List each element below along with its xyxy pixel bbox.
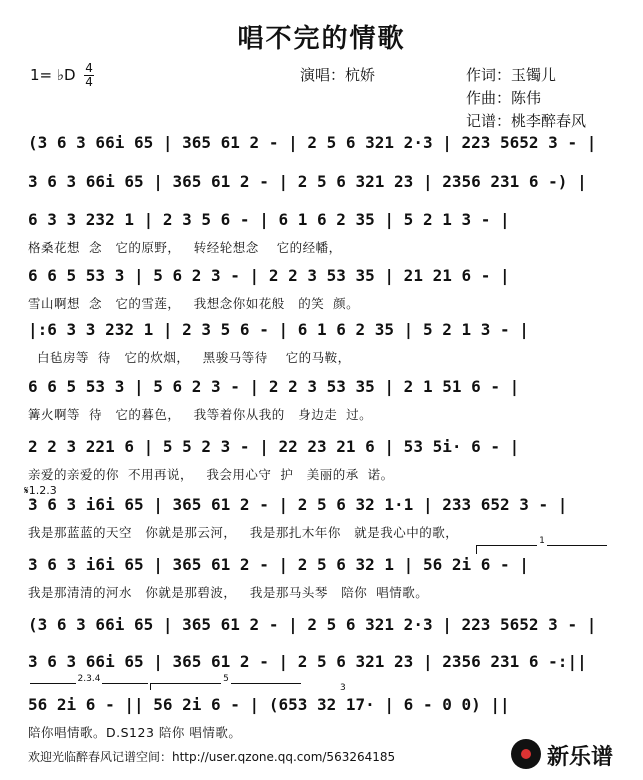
segno-mark: 𝄋1.2.3 <box>24 484 57 497</box>
volta-1-bracket <box>476 536 607 554</box>
time-top: 4 <box>85 61 93 75</box>
lyric-line: 格桑花想 念 它的原野， 转经轮想念 它的经幡， <box>28 240 342 255</box>
lyric-line: 雪山啊想 念 它的雪莲， 我想念你如花般 的笑 颜。 <box>28 296 360 311</box>
volta-234-bracket <box>30 674 148 690</box>
time-bottom: 4 <box>85 75 93 89</box>
transcriber-credit: 记谱：桃李醉春风 <box>466 112 587 130</box>
lyric-line: 我是那蓝蓝的天空 你就是那云河， 我是那扎木年你 就是我心中的歌， <box>28 525 459 540</box>
footer-credit: 欢迎光临醉春风记谱空间：http://user.qzone.qq.com/563264185 <box>28 750 396 764</box>
notation-line: 3 6 3 66i 65 | 365 61 2 - | 2 5 6 321 23 | 2356 231 6 -:|| <box>28 652 587 671</box>
notation-line: |:6 3 3 232 1 | 2 3 5 6 - | 6 1 6 2 35 | 5 2 1 3 - | <box>28 320 529 339</box>
notation-line: 3 6 3 i6i 65 | 365 61 2 - | 2 5 6 32 1·1 | 233 652 3 - | <box>28 495 568 514</box>
song-title: 唱不完的情歌 <box>237 24 406 54</box>
site-logo <box>507 737 635 771</box>
notation-line: 6 3 3 232 1 | 2 3 5 6 - | 6 1 6 2 35 | 5 2 1 3 - | <box>28 210 510 229</box>
key-label: 1= ♭D <box>30 66 76 84</box>
volta-1-label: 1 <box>539 536 545 546</box>
notation-line: (3 6 3 66i 65 | 365 61 2 - | 2 5 6 321 2·3 | 223 5652 3 - | <box>28 133 597 152</box>
volta-5-bracket <box>150 674 301 690</box>
notation-line: 3 6 3 i6i 65 | 365 61 2 - | 2 5 6 32 1 | 56 2i 6 - | <box>28 555 529 574</box>
notation-line: (3 6 3 66i 65 | 365 61 2 - | 2 5 6 321 2·3 | 223 5652 3 - | <box>28 615 597 634</box>
record-disc-icon <box>511 739 541 769</box>
volta-234-label: 2.3.4 <box>77 674 101 684</box>
lyric-line: 篝火啊等 待 它的暮色， 我等着你从我的 身边走 过。 <box>28 407 373 422</box>
composer-credit: 作曲：陈伟 <box>466 89 542 107</box>
lyric-line: 白毡房等 待 它的炊烟， 黑骏马等待 它的马鞍， <box>28 350 351 365</box>
notation-line: 6 6 5 53 3 | 5 6 2 3 - | 2 2 3 53 35 | 21 21 6 - | <box>28 266 510 285</box>
lyric-line: 陪你唱情歌。D.S123 陪你 唱情歌。 <box>28 725 242 740</box>
logo-text: 新乐谱 <box>547 745 614 770</box>
time-signature <box>84 62 94 89</box>
lyricist-credit: 作词：玉镯儿 <box>466 66 557 84</box>
notation-line: 3 6 3 66i 65 | 365 61 2 - | 2 5 6 321 23 | 2356 231 6 -) | <box>28 172 587 191</box>
notation-line: 56 2i 6 - || 56 2i 6 - | (653 32 17· | 6 - 0 0) || <box>28 695 510 714</box>
lyric-line: 我是那清清的河水 你就是那碧波， 我是那马头琴 陪你 唱情歌。 <box>28 585 429 600</box>
triplet-mark: 3 <box>340 683 346 693</box>
lyric-line: 亲爱的亲爱的你 不用再说， 我会用心守 护 美丽的承 诺。 <box>28 467 394 482</box>
key-signature <box>30 62 94 89</box>
volta-5-label: 5 <box>223 674 229 684</box>
notation-line: 2 2 3 221 6 | 5 5 2 3 - | 22 23 21 6 | 53 5i· 6 - | <box>28 437 520 456</box>
singer-credit: 演唱：杭娇 <box>300 66 376 84</box>
notation-line: 6 6 5 53 3 | 5 6 2 3 - | 2 2 3 53 35 | 2 1 51 6 - | <box>28 377 520 396</box>
